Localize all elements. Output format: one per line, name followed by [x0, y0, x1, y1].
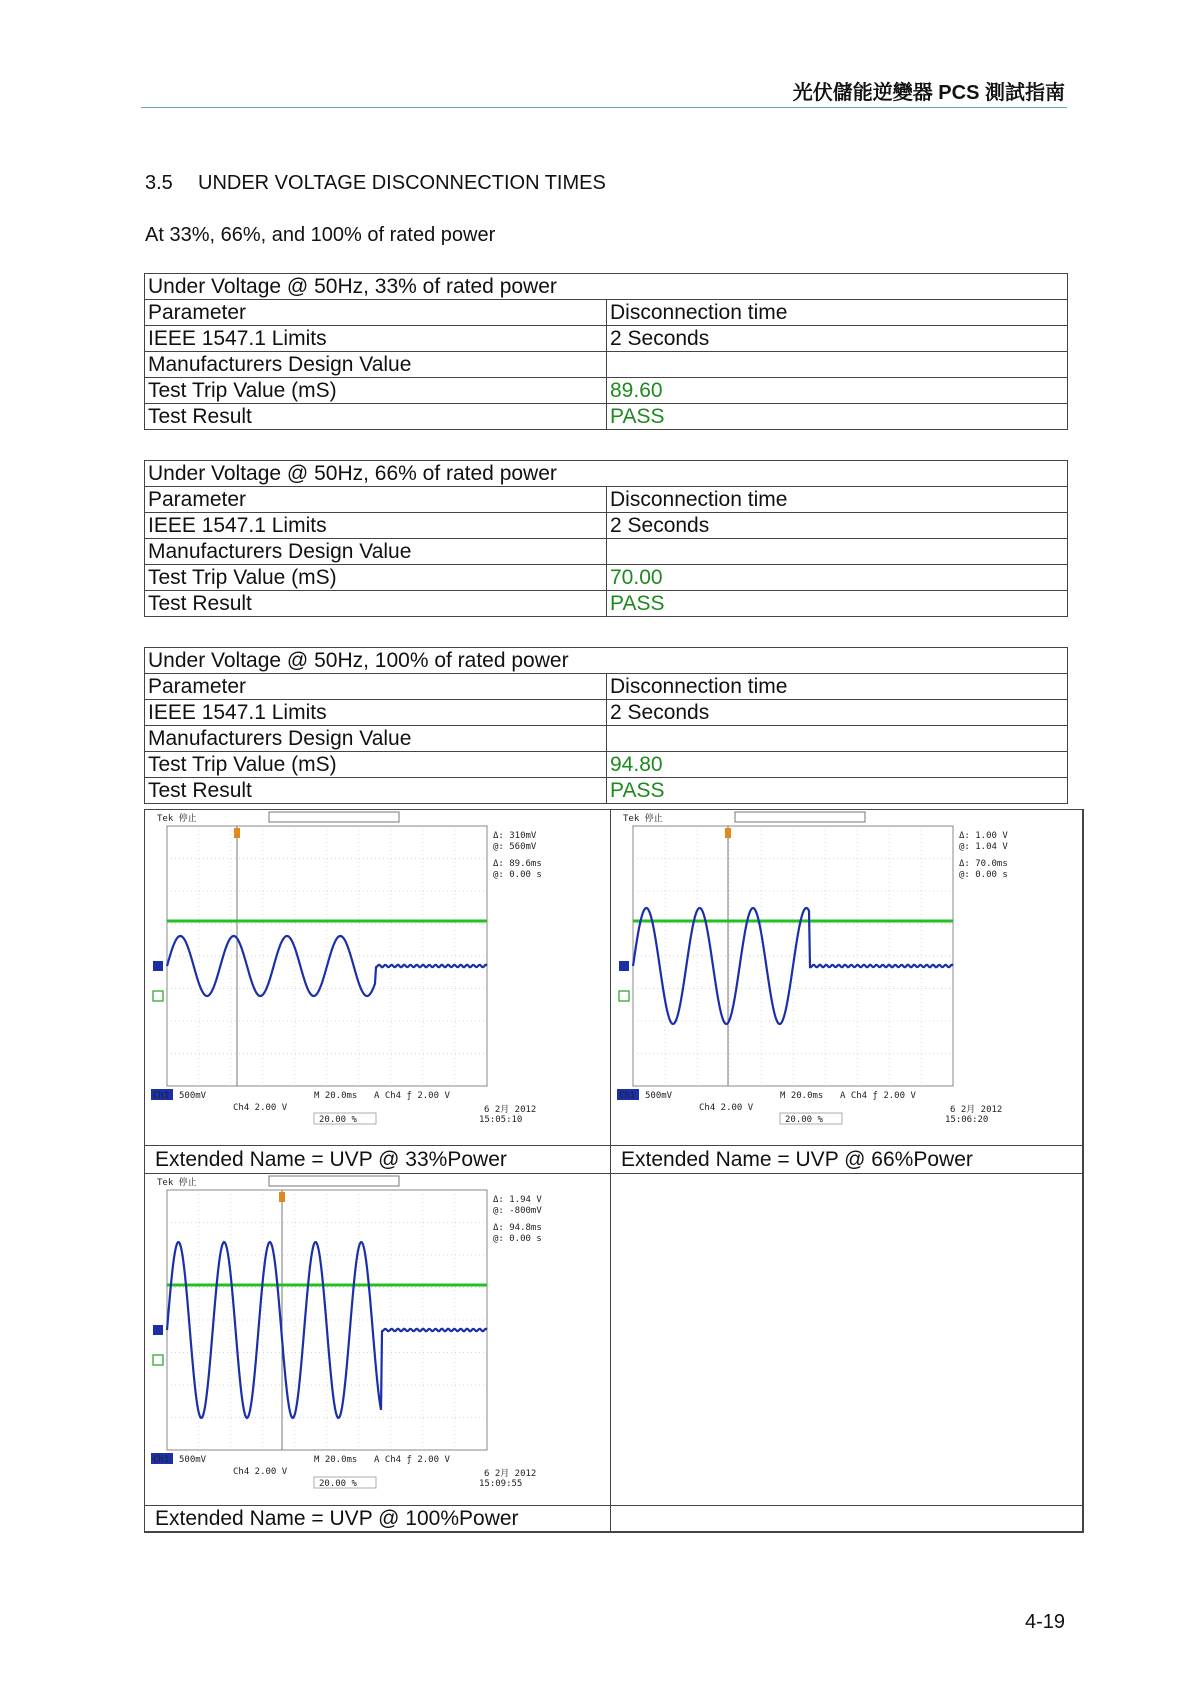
intro-text: At 33%, 66%, and 100% of rated power — [145, 224, 496, 246]
cursor-readout: @: 1.04 V — [959, 842, 1008, 852]
ch4-marker — [153, 1355, 163, 1365]
value-cell — [607, 726, 1068, 752]
scope-svg — [149, 810, 605, 1140]
cursor-readout: @: 0.00 s — [493, 870, 542, 880]
table-row — [145, 674, 1068, 700]
section-title: UNDER VOLTAGE DISCONNECTION TIMES — [198, 172, 606, 194]
scope-caption-33: Extended Name = UVP @ 33%Power — [155, 1148, 507, 1171]
param-cell: Manufacturers Design Value — [145, 352, 607, 378]
ch1-scale: 500mV — [179, 1091, 207, 1101]
timebase: M 20.0ms — [314, 1091, 358, 1101]
cursor-readout: Δ: 70.0ms — [959, 859, 1008, 869]
ch4-scale-label: Ch4 2.00 V — [233, 1103, 288, 1113]
table-row — [145, 591, 1068, 617]
table-row — [145, 565, 1068, 591]
cursor-readout: Δ: 94.8ms — [493, 1223, 542, 1233]
cursor-readout: Δ: 310mV — [493, 831, 537, 841]
trigger-marker — [725, 828, 731, 838]
value-cell: Disconnection time — [607, 300, 1068, 326]
table-row — [145, 487, 1068, 513]
param-cell: Parameter — [145, 487, 607, 513]
ch1-marker — [153, 1325, 163, 1335]
param-cell: Parameter — [145, 674, 607, 700]
timebase: M 20.0ms — [780, 1091, 824, 1101]
param-cell: IEEE 1547.1 Limits — [145, 326, 607, 352]
header-rule — [141, 107, 1067, 108]
value-cell: 2 Seconds — [607, 326, 1068, 352]
page-number: 4-19 — [1024, 1611, 1065, 1633]
timebase: M 20.0ms — [314, 1455, 358, 1465]
scope-time: 15:06:20 — [945, 1115, 989, 1125]
trigger-readout: A Ch4 ƒ 2.00 V — [374, 1091, 450, 1101]
table-title: Under Voltage @ 50Hz, 33% of rated power — [145, 274, 1068, 300]
trigger-readout: A Ch4 ƒ 2.00 V — [840, 1091, 916, 1101]
table-title: Under Voltage @ 50Hz, 100% of rated power — [145, 648, 1068, 674]
section-heading — [145, 172, 606, 195]
table-title-row — [145, 274, 1068, 300]
cursor-readout: @: 0.00 s — [493, 1234, 542, 1244]
param-cell: Test Trip Value (mS) — [145, 565, 607, 591]
value-cell — [607, 352, 1068, 378]
param-cell: Test Result — [145, 778, 607, 804]
test-table-66 — [144, 460, 1068, 617]
table-row — [145, 513, 1068, 539]
ch4-marker — [619, 991, 629, 1001]
trigger-bar — [269, 1176, 399, 1186]
trigger-position: 20.00 % — [319, 1115, 357, 1125]
ch1-badge-label: Ch1 — [619, 1091, 636, 1101]
table-title-row — [145, 461, 1068, 487]
scope-caption-66: Extended Name = UVP @ 66%Power — [621, 1148, 973, 1171]
scope-svg — [149, 1174, 605, 1504]
ch1-marker — [619, 961, 629, 971]
result-cell: PASS — [607, 591, 1068, 617]
trigger-bar — [269, 812, 399, 822]
ch4-scale-label: Ch4 2.00 V — [699, 1103, 754, 1113]
trigger-position: 20.00 % — [319, 1479, 357, 1489]
test-table-33 — [144, 273, 1068, 430]
empty-cell — [611, 1174, 1083, 1506]
trip-value-cell: 94.80 — [607, 752, 1068, 778]
cursor-readout: Δ: 1.94 V — [493, 1195, 542, 1205]
value-cell: Disconnection time — [607, 674, 1068, 700]
scope-caption-100: Extended Name = UVP @ 100%Power — [155, 1507, 519, 1530]
scope-brand: Tek 停止 — [623, 814, 663, 824]
table-title: Under Voltage @ 50Hz, 66% of rated power — [145, 461, 1068, 487]
ch1-badge-label: Ch1 — [153, 1455, 170, 1465]
table-row — [145, 404, 1068, 430]
param-cell: Manufacturers Design Value — [145, 539, 607, 565]
oscilloscope-screenshot-100 — [149, 1174, 605, 1509]
ch4-marker — [153, 991, 163, 1001]
param-cell: Manufacturers Design Value — [145, 726, 607, 752]
ch4-scale-label: Ch4 2.00 V — [233, 1467, 288, 1477]
cursor-readout: Δ: 89.6ms — [493, 859, 542, 869]
scope-time: 15:05:10 — [479, 1115, 523, 1125]
table-row — [145, 778, 1068, 804]
param-cell: Test Trip Value (mS) — [145, 378, 607, 404]
param-cell: IEEE 1547.1 Limits — [145, 700, 607, 726]
empty-cell — [611, 1506, 1083, 1532]
cursor-readout: Δ: 1.00 V — [959, 831, 1008, 841]
header-title: 光伏儲能逆變器 PCS 測試指南 — [792, 82, 1065, 104]
table-title-row — [145, 648, 1068, 674]
scope-date: 6 2月 2012 — [950, 1105, 1003, 1115]
scope-date: 6 2月 2012 — [484, 1105, 537, 1115]
cursor-readout: @: 0.00 s — [959, 870, 1008, 880]
scope-brand: Tek 停止 — [157, 1178, 197, 1188]
trigger-position: 20.00 % — [785, 1115, 823, 1125]
param-cell: Parameter — [145, 300, 607, 326]
section-number: 3.5 — [145, 172, 173, 194]
oscilloscope-screenshot-33 — [149, 810, 605, 1145]
trip-value-cell: 70.00 — [607, 565, 1068, 591]
table-row — [145, 539, 1068, 565]
cursor-readout: @: 560mV — [493, 842, 537, 852]
cursor-readout: @: -800mV — [493, 1206, 542, 1216]
param-cell: Test Result — [145, 591, 607, 617]
ch1-scale: 500mV — [179, 1455, 207, 1465]
table-row — [145, 700, 1068, 726]
scope-time: 15:09:55 — [479, 1479, 523, 1489]
result-cell: PASS — [607, 778, 1068, 804]
scope-date: 6 2月 2012 — [484, 1469, 537, 1479]
trip-value-cell: 89.60 — [607, 378, 1068, 404]
scope-figure-grid — [144, 809, 1084, 1533]
oscilloscope-screenshot-66 — [615, 810, 1071, 1145]
value-cell: Disconnection time — [607, 487, 1068, 513]
table-row — [145, 726, 1068, 752]
param-cell: Test Result — [145, 404, 607, 430]
value-cell: 2 Seconds — [607, 700, 1068, 726]
table-row — [145, 326, 1068, 352]
value-cell: 2 Seconds — [607, 513, 1068, 539]
table-row — [145, 378, 1068, 404]
value-cell — [607, 539, 1068, 565]
ch1-marker — [153, 961, 163, 971]
table-row — [145, 300, 1068, 326]
trigger-marker — [234, 828, 240, 838]
scope-brand: Tek 停止 — [157, 814, 197, 824]
trigger-readout: A Ch4 ƒ 2.00 V — [374, 1455, 450, 1465]
param-cell: IEEE 1547.1 Limits — [145, 513, 607, 539]
ch1-scale: 500mV — [645, 1091, 673, 1101]
trigger-bar — [735, 812, 865, 822]
ch1-badge-label: Ch1 — [153, 1091, 170, 1101]
test-table-100 — [144, 647, 1068, 804]
trigger-marker — [279, 1192, 285, 1202]
scope-svg — [615, 810, 1071, 1140]
table-row — [145, 352, 1068, 378]
table-row — [145, 752, 1068, 778]
result-cell: PASS — [607, 404, 1068, 430]
param-cell: Test Trip Value (mS) — [145, 752, 607, 778]
